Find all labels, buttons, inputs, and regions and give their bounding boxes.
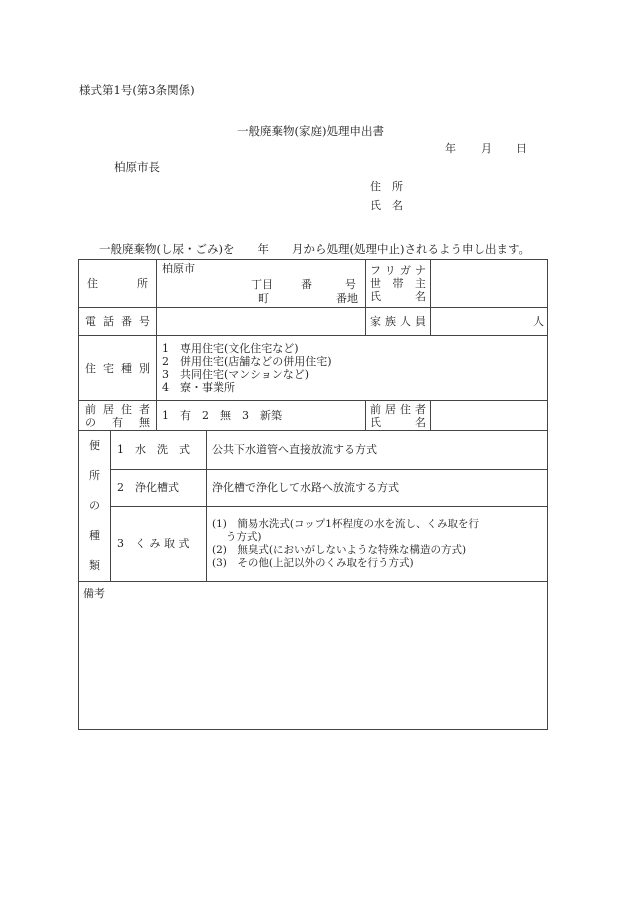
previous-name-label-line2: 氏 名 xyxy=(370,415,426,429)
document-title: 一般廃棄物(家庭)処理申出書 xyxy=(237,124,384,138)
toilet-sub-1[interactable]: (1) 簡易水洗式(コップ1杯程度の水を流し、くみ取を行 xyxy=(212,517,479,530)
toilet-label-char-4: 種 xyxy=(89,529,100,542)
month-label: 月 xyxy=(481,142,492,155)
housing-options xyxy=(157,336,548,401)
toilet-sub-1-cont: う方式) xyxy=(212,530,262,543)
family-label: 家族人員 xyxy=(366,308,431,336)
toilet-label-char-3: の xyxy=(89,499,100,512)
address-chome: 丁目 xyxy=(251,277,273,291)
address-field[interactable] xyxy=(157,260,366,308)
applicant-address-label: 住 所 xyxy=(370,180,403,193)
date-line xyxy=(445,140,527,156)
toilet-label-char-1: 便 xyxy=(89,439,100,452)
application-statement: 一般廃棄物(し尿・ごみ)を 年 月から処理(処理中止)されるよう申し出ます。 xyxy=(99,242,531,256)
housing-label: 住 宅 種 別 xyxy=(79,336,157,401)
address-cho: 町 xyxy=(258,291,269,305)
household-head-name-label: 氏 名 xyxy=(370,290,426,303)
previous-resident-label-line2: の 有 無 xyxy=(85,415,150,429)
previous-resident-row xyxy=(79,401,548,431)
previous-resident-label-line1: 前 居 住 者 xyxy=(85,402,150,416)
applicant-name-label: 氏 名 xyxy=(370,199,403,212)
toilet-type-1-label[interactable]: 1 水 洗 式 xyxy=(111,431,207,470)
application-table xyxy=(78,259,548,730)
household-head-title: 世 帯 主 xyxy=(370,277,426,290)
household-head-field[interactable] xyxy=(431,260,548,308)
toilet-type-1-desc: 公共下水道管へ直接放流する方式 xyxy=(207,431,548,470)
household-head-label xyxy=(366,260,431,308)
toilet-row-septic xyxy=(79,469,548,506)
remarks-field[interactable] xyxy=(79,582,548,730)
toilet-label-char-2: 所 xyxy=(89,469,100,482)
toilet-row-pit xyxy=(79,506,548,581)
previous-resident-options[interactable]: 1 有 2 無 3 新築 xyxy=(157,401,366,431)
address-label: 住 所 xyxy=(79,260,157,308)
previous-resident-label xyxy=(79,401,157,431)
previous-name-label-line1: 前居住者 xyxy=(370,402,426,416)
toilet-type-2-label[interactable]: 2 浄化槽式 xyxy=(111,469,207,506)
address-go: 号 xyxy=(345,277,356,291)
previous-resident-name-field[interactable] xyxy=(431,401,548,431)
address-row xyxy=(79,260,548,308)
address-banchi: 番地 xyxy=(336,291,358,305)
phone-field[interactable] xyxy=(157,308,366,336)
toilet-sub-3[interactable]: (3) その他(上記以外のくみ取を行う方式) xyxy=(212,556,414,569)
recipient: 柏原市長 xyxy=(114,160,160,174)
address-city: 柏原市 xyxy=(162,261,195,275)
day-label: 日 xyxy=(516,142,527,155)
previous-resident-name-label xyxy=(366,401,431,431)
housing-option-2[interactable]: 2 併用住宅(店舗などの併用住宅) xyxy=(162,355,332,368)
toilet-sub-2[interactable]: (2) 無臭式(においがしないような特殊な構造の方式) xyxy=(212,543,467,556)
phone-row xyxy=(79,308,548,336)
housing-option-4[interactable]: 4 寮・事業所 xyxy=(162,381,235,394)
furigana-label: フリガナ xyxy=(370,264,426,277)
toilet-type-label xyxy=(79,431,111,582)
address-ban: 番 xyxy=(301,277,312,291)
family-field[interactable] xyxy=(431,308,548,336)
remarks-row xyxy=(79,582,548,730)
remarks-label: 備考 xyxy=(83,587,105,600)
housing-row xyxy=(79,336,548,401)
housing-option-1[interactable]: 1 専用住宅(文化住宅など) xyxy=(162,342,299,355)
toilet-row-flush xyxy=(79,431,548,470)
toilet-type-3-sub xyxy=(207,506,548,581)
phone-label: 電 話 番 号 xyxy=(79,308,157,336)
year-label: 年 xyxy=(445,142,456,155)
family-unit: 人 xyxy=(533,315,544,328)
toilet-type-2-desc: 浄化槽で浄化して水路へ放流する方式 xyxy=(207,469,548,506)
housing-option-3[interactable]: 3 共同住宅(マンションなど) xyxy=(162,368,310,381)
toilet-label-char-5: 類 xyxy=(89,559,100,572)
toilet-type-3-label[interactable]: 3 く み 取 式 xyxy=(111,506,207,581)
form-number: 様式第1号(第3条関係) xyxy=(79,83,195,97)
